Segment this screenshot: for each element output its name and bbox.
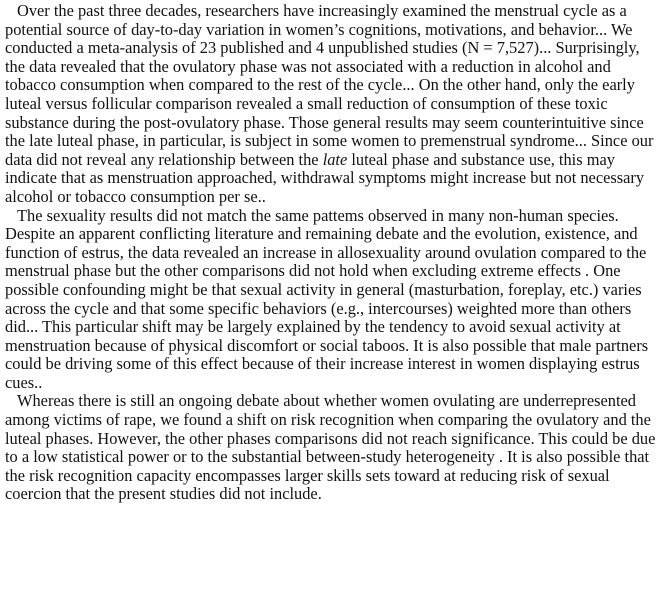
paragraph-text: Over the past three decades, researchers have increasingly examined the menstrual cycle as a potential source of day-to-day variation in women’s cognitions, motivations, and behavior... We conducted a meta-analysis of 23 published and 4 unpublished studies (N = 7,527)... Surprisingly, the data revealed that the ovulatory phase was not associated with a reduction in alcohol and tobacco consumption when compared to the rest of the cycle... On the other hand, only the early luteal versus follicular comparison revealed a small reduction of consumption of these toxic substance during the post-ovulatory phase. Those general results may seem counterintuitive since the late luteal phase, in particular, is subject in some women to premenstrual syndrome... Since our data did not reveal any relationship between the — [5, 1, 654, 169]
paragraph-risk-recognition — [5, 392, 659, 504]
paragraph-menstrual-cycle-substance-use — [5, 2, 659, 207]
paragraph-text: luteal phase and substance use, this may indicate that as menstruation approached, withdrawal symptoms might increase but not necessary alcohol or tobacco consumption per se.. — [5, 149, 645, 206]
paragraph-text: The sexuality results did not match the same pattems observed in many non-human species. Despite an apparent conflicting literature and remaining debate and the evolution, existence, and function of estrus, the data revealed an increase in allosexuality around ovulation compared to the menstrual phase but the other comparisons did not hold when excluding extreme effects . One possible confounding might be that sexual activity in general (masturbation, foreplay, etc.) varies across the cycle and that some specific behaviors (e.g., intercourses) weighted more than others did... This particular shift may be largely explained by the tendency to avoid sexual activity at menstruation because of physical discomfort or social taboos. It is also possible that male partners could be driving some of this effect because of their increase interest in women displaying estrus cues.. — [5, 205, 649, 392]
paragraph-sexuality-results — [5, 207, 659, 393]
paragraph-text: Whereas there is still an ongoing debate about whether women ovulating are underrepresented among victims of rape, we found a shift on risk recognition when comparing the ovulatory and the luteal phases. However, the other phases comparisons did not reach significance. This could be due to a low statistical power or to the substantial between-study heterogeneity . It is also possible that the risk recognition capacity encompasses larger skills sets toward at reducing risk of sexual coercion that the present studies did not include. — [5, 391, 656, 504]
emphasized-word: late — [322, 149, 348, 169]
